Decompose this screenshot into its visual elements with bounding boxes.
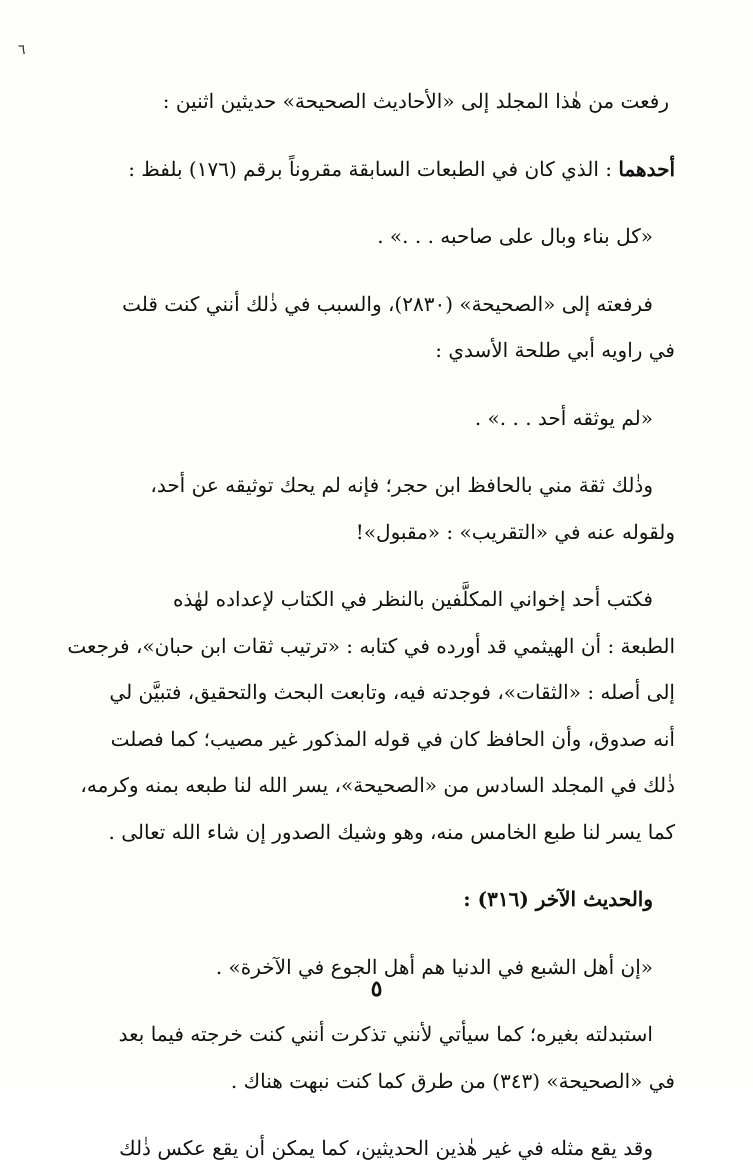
text-line: استبدلته بغيره؛ كما سيأتي لأنني تذكرت أنني كنت خرجته فيما بعد <box>118 1022 653 1046</box>
text-line: «إن أهل الشبع في الدنيا هم أهل الجوع في الآخرة» . <box>215 954 653 979</box>
paragraph-4 <box>96 281 675 374</box>
paragraph-11 <box>96 1125 675 1172</box>
text-line: فكتب أحد إخواني المكلَّفين بالنظر في الكتاب لإعداده لهٰذه <box>172 587 653 611</box>
text-line <box>96 146 675 193</box>
text-line: في راويه أبي طلحة الأسدي : <box>435 338 675 362</box>
page-number: ٥ <box>370 976 383 1002</box>
text-line: الطبعة : أن الهيثمي قد أورده في كتابه : «ترتيب ثقات ابن حبان»، فرجعت <box>67 633 675 658</box>
text-line: كما يسر لنا طبع الخامس منه، وهو وشيك الصدور إن شاء الله تعالى . <box>108 819 675 844</box>
text-line: فرفعته إلى «الصحيحة» (٢٨٣٠)، والسبب في ذٰلك أنني كنت قلت <box>122 291 653 316</box>
text-line: وقد يقع مثله في غير هٰذين الحديثين، كما يمكن أن يقع عكس ذٰلك <box>119 1136 653 1160</box>
paragraph-2 <box>96 146 675 193</box>
text-line: «لم يوثقه أحد . . .» . <box>474 405 653 430</box>
text-line: «كل بناء وبال على صاحبه . . .» . <box>377 224 653 248</box>
text-line: أنه صدوق، وأن الحافظ كان في قوله المذكور غير مصيب؛ كما فصلت <box>110 726 675 751</box>
text-line: رفعت من هٰذا المجلد إلى «الأحاديث الصحيحة» حديثين اثنين : <box>162 89 669 113</box>
corner-mark: ٦ <box>18 42 26 58</box>
main-text <box>67 78 675 1172</box>
paragraph-3 <box>96 213 675 260</box>
text-line: إلى أصله : «الثقات»، فوجدته فيه، وتابعت البحث والتحقيق، فتبيَّن لي <box>109 680 675 704</box>
text-line <box>96 876 675 923</box>
paragraph-1 <box>96 78 675 125</box>
paragraph-8 <box>96 876 675 923</box>
paragraph-6 <box>96 462 675 555</box>
text-line: ولقوله عنه في «التقريب» : «مقبول»! <box>355 519 675 544</box>
paragraph-10 <box>96 1011 675 1104</box>
bold-lead: والحديث الآخر (٣١٦) : <box>463 887 653 911</box>
paragraph-5 <box>96 395 675 442</box>
text-line: وذٰلك ثقة مني بالحافظ ابن حجر؛ فإنه لم يحك توثيقه عن أحد، <box>150 473 653 497</box>
text-fragment: : الذي كان في الطبعات السابقة مقروناً برقم (١٧٦) بلفظ : <box>128 156 619 181</box>
text-line: في «الصحيحة» (٣٤٣) من طرق كما كنت نبهت هناك . <box>230 1068 675 1093</box>
text-line: ذٰلك في المجلد السادس من «الصحيحة»، يسر الله لنا طبعه بمنه وكرمه، <box>80 773 675 797</box>
paragraph-7 <box>67 576 675 855</box>
bold-lead: أحدهما <box>618 156 675 181</box>
